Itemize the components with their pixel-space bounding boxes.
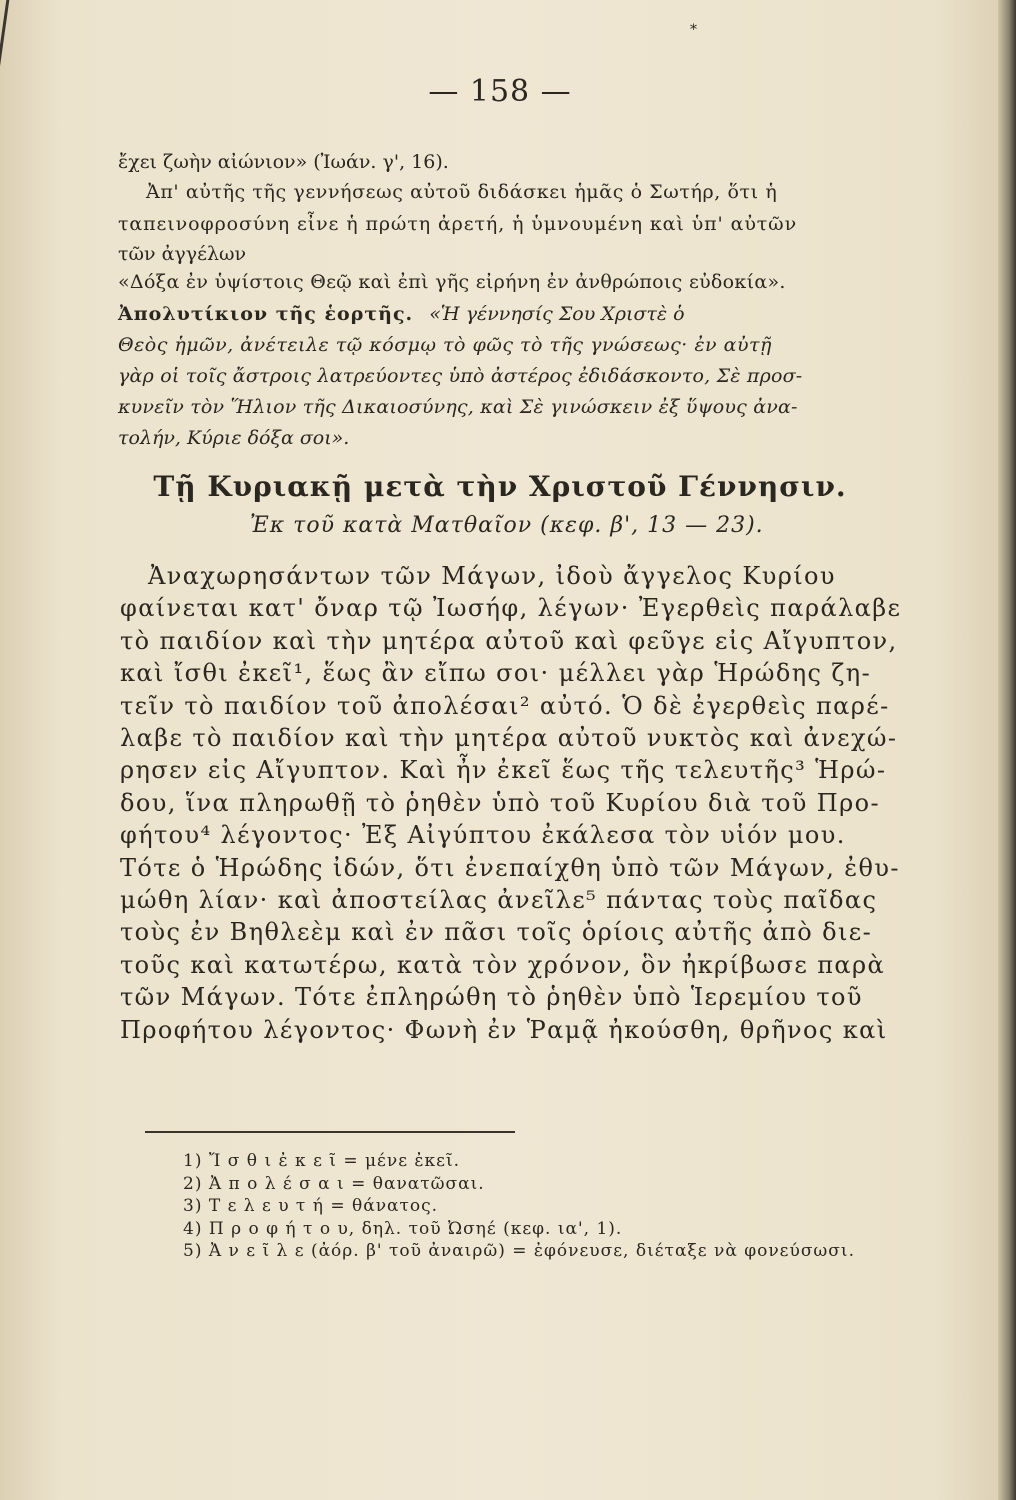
apolytikion-line-5: τολήν, Κύριε δόξα σοι». (118, 427, 350, 449)
footnote-2: 2) Ἀ π ο λ έ σ α ι = θανατῶσαι. (183, 1173, 485, 1194)
gospel-text (120, 560, 920, 1046)
gospel-line: δου, ἵνα πληρωθῇ τὸ ῥηθὲν ὑπὸ τοῦ Κυρίου διὰ τοῦ Προ- (120, 788, 881, 817)
footnote-1: 1) Ἴ σ θ ι ἐ κ ε ῖ = μένε ἐκεῖ. (183, 1151, 461, 1171)
intro-line-2: Ἀπ' αὐτῆς τῆς γεννήσεως αὐτοῦ διδάσκει ἡμᾶς ὁ Σωτήρ, ὅτι ἡ (146, 181, 778, 203)
gospel-line: τοὺς ἐν Βηθλεὲμ καὶ ἐν πᾶσι τοῖς ὁρίοις αὐτῆς ἀπὸ διε- (120, 918, 873, 947)
gospel-line: φήτου⁴ λέγοντος· Ἐξ Αἰγύπτου ἐκάλεσα τὸν υἱόν μου. (120, 821, 846, 850)
intro-line-4: τῶν ἀγγέλων (118, 243, 247, 265)
doxology-line: «Δόξα ἐν ὑψίστοις Θεῷ καὶ ἐπὶ γῆς εἰρήνη ἐν ἀνθρώποις εὐδοκία». (118, 271, 786, 293)
footnotes (183, 1150, 855, 1263)
page-number: — 158 — (428, 74, 572, 109)
intro-line-3: ταπεινοφροσύνη εἶνε ἡ πρώτη ἀρετή, ἡ ὑμνουμένη καὶ ὑπ' αὐτῶν (118, 213, 798, 235)
gospel-line: τῶν Μάγων. Τότε ἐπληρώθη τὸ ῥηθὲν ὑπὸ Ἱερεμίου τοῦ (120, 983, 863, 1012)
gospel-line: Προφήτου λέγοντος· Φωνὴ ἐν Ῥαμᾷ ἠκούσθη, θρῆνος καὶ (120, 1015, 888, 1044)
gospel-line: ρησεν εἰς Αἴγυπτον. Καὶ ἦν ἐκεῖ ἕως τῆς τελευτῆς³ Ἡρώ- (120, 756, 887, 785)
gospel-line: μώθη λίαν· καὶ ἀποστείλας ἀνεῖλε⁵ πάντας τοὺς παῖδας (120, 886, 878, 915)
gospel-line: Τότε ὁ Ἡρώδης ἰδών, ὅτι ἐνεπαίχθη ὑπὸ τῶν Μάγων, ἐθυ- (120, 853, 900, 882)
gospel-line: καὶ ἴσθι ἐκεῖ¹, ἕως ἂν εἴπω σοι· μέλλει γὰρ Ἡρώδης ζη- (120, 659, 872, 688)
apolytikion-line-3: γὰρ οἱ τοῖς ἄστροις λατρεύοντες ὑπὸ ἀστέρος ἐδιδάσκοντο, Σὲ προσ- (118, 365, 803, 387)
footnote-divider (145, 1131, 515, 1133)
section-title: Τῇ Κυριακῇ μετὰ τὴν Χριστοῦ Γέννησιν. (153, 470, 847, 503)
apolytikion-line-2: Θεὸς ἡμῶν, ἀνέτειλε τῷ κόσμῳ τὸ φῶς τὸ τῆς γνώσεως· ἐν αὐτῇ (118, 334, 772, 356)
footnote-4: 4) Π ρ ο φ ή τ ο υ, δηλ. τοῦ Ὠσηέ (κεφ. ια', 1). (183, 1218, 623, 1239)
gospel-line: τὸ παιδίον καὶ τὴν μητέρα αὐτοῦ καὶ φεῦγε εἰς Αἴγυπτον, (120, 626, 898, 655)
intro-line-1: ἔχει ζωὴν αἰώνιον» (Ἰωάν. γ', 16). (118, 151, 449, 173)
page-edge-right (998, 0, 1016, 1500)
section-subtitle: Ἐκ τοῦ κατὰ Ματθαῖον (κεφ. β', 13 — 23). (250, 513, 764, 538)
gospel-line: Ἀναχωρησάντων τῶν Μάγων, ἰδοὺ ἄγγελος Κυρίου (148, 562, 836, 590)
footnote-5: 5) Ἀ ν ε ῖ λ ε (ἀόρ. β' τοῦ ἀναιρῶ) = ἐφόνευσε, διέταξε νὰ φονεύσωσι. (183, 1241, 855, 1261)
gospel-line: φαίνεται κατ' ὄναρ τῷ Ἰωσήφ, λέγων· Ἐγερθεὶς παράλαβε (120, 594, 902, 623)
footnote-3: 3) Τ ε λ ε υ τ ή = θάνατος. (183, 1196, 439, 1216)
apolytikion-line-1 (118, 300, 685, 329)
apolytikion-text-start: «Ἡ γέννησίς Σου Χριστὲ ὁ (429, 303, 685, 325)
apolytikion-line-4: κυνεῖν τὸν Ἥλιον τῆς Δικαιοσύνης, καὶ Σὲ γινώσκειν ἐξ ὕψους ἀνα- (118, 396, 798, 418)
gospel-line: τοῦς καὶ κατωτέρω, κατὰ τὸν χρόνον, ὃν ἠκρίβωσε παρὰ (120, 950, 886, 979)
top-mark: * (690, 22, 697, 38)
gospel-line: τεῖν τὸ παιδίον τοῦ ἀπολέσαι² αὐτό. Ὁ δὲ ἐγερθεὶς παρέ- (120, 691, 890, 720)
apolytikion-label: Ἀπολυτίκιον τῆς ἑορτῆς. (118, 303, 414, 325)
gospel-line: λαβε τὸ παιδίον καὶ τὴν μητέρα αὐτοῦ νυκτὸς καὶ ἀνεχώ- (120, 724, 898, 753)
